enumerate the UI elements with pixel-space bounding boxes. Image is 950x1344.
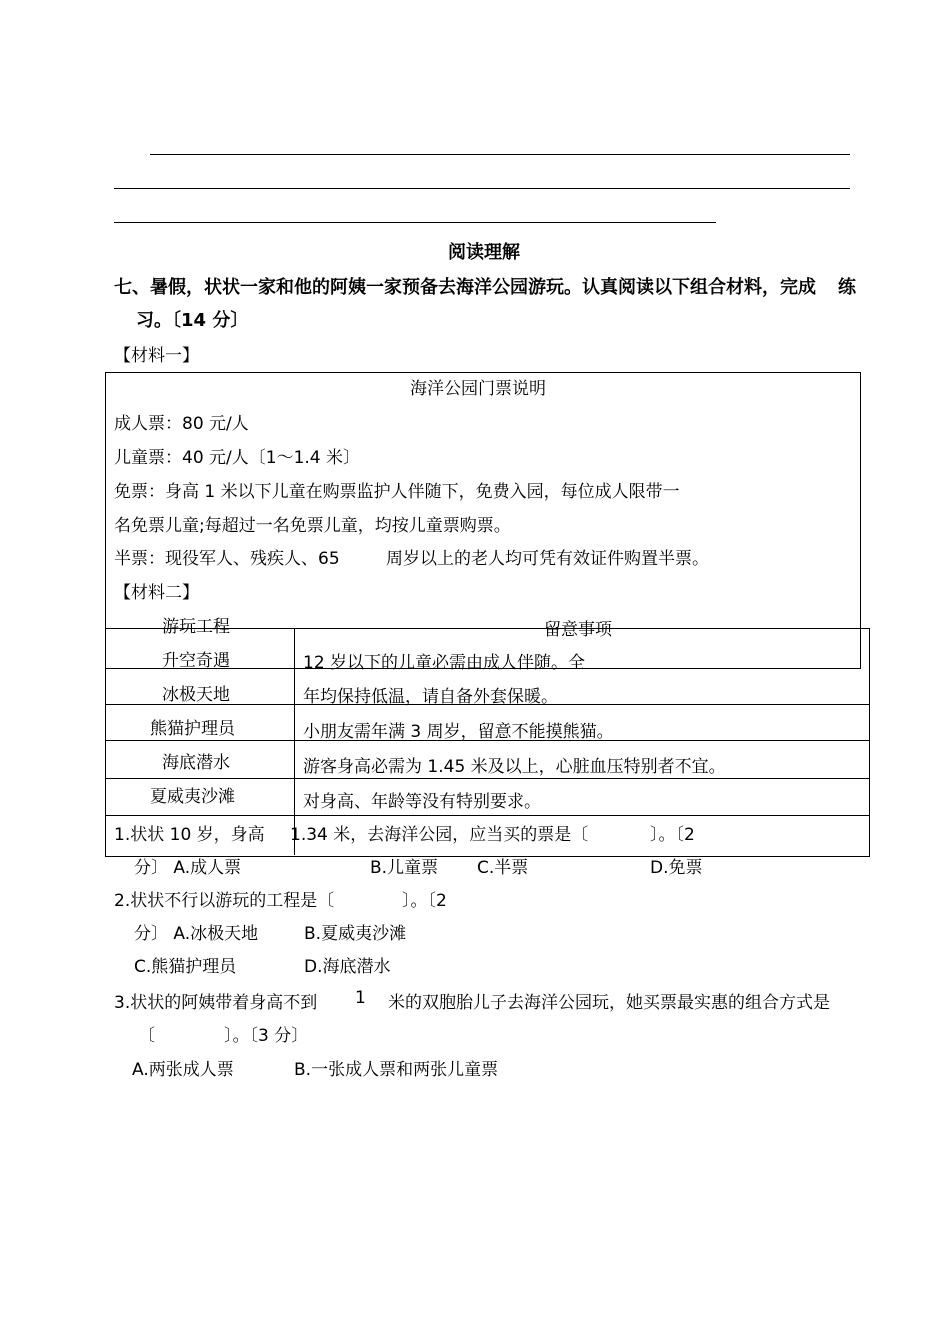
question7-line1-tail: 练 <box>838 277 856 298</box>
material1-line-free-cont: 名免票儿童;每超过一名免票儿童，均按儿童票购票。 <box>114 516 511 536</box>
material1-line-free: 免票：身高 1 米以下儿童在购票监护人伴随下，免费入园，每位成人限带一 <box>114 482 680 502</box>
question2-option-b: B.夏威夷沙滩 <box>304 924 407 944</box>
material1-title: 海洋公园门票说明 <box>410 379 546 399</box>
table-row-note: 对身高、年龄等没有特别要求。 <box>303 792 541 812</box>
table-row-item: 海底潜水 <box>162 753 230 773</box>
table-row-divider-4 <box>105 815 869 816</box>
answer-line-3 <box>114 222 716 223</box>
question3-text-a: 3.状状的阿姨带着身高不到 <box>114 993 318 1013</box>
table-row-note: 小朋友需年满 3 周岁，留意不能摸熊猫。 <box>303 722 614 742</box>
material1-line-half-a: 半票：现役军人、残疾人、65 <box>114 549 340 569</box>
question3-option-b: B.一张成人票和两张儿童票 <box>294 1060 499 1080</box>
table-row-note: 游客身高必需为 1.45 米及以上，心脏血压特别者不宜。 <box>303 757 726 777</box>
table-row-item: 夏威夷沙滩 <box>150 787 235 807</box>
answer-line-2 <box>114 188 850 189</box>
material1-line-child: 儿童票：40 元/人〔1～1.4 米〕 <box>114 448 361 468</box>
table-row-divider-3 <box>105 778 869 779</box>
question2-text-b: 〕。〔2 <box>402 891 447 911</box>
answer-line-1 <box>150 154 850 155</box>
question3-option-a: A.两张成人票 <box>132 1060 234 1080</box>
material1-label: 【材料一】 <box>114 346 199 366</box>
table-row-item: 冰极天地 <box>162 685 230 705</box>
question1-option-c: C.半票 <box>477 858 529 878</box>
question1-option-a: 分〕 A.成人票 <box>134 858 242 878</box>
material1-line-half-b: 周岁以上的老人均可凭有效证件购置半票。 <box>386 549 709 569</box>
section-title: 阅读理解 <box>448 242 520 263</box>
material2-label: 【材料二】 <box>114 583 199 603</box>
question7-line1: 七、暑假，状状一家和他的阿姨一家预备去海洋公园游玩。认真阅读以下组合材料，完成 <box>114 277 816 298</box>
question1-text-b: 1.34 米，去海洋公园，应当买的票是〔 <box>290 825 589 845</box>
table-header-note: 留意事项 <box>544 620 612 640</box>
table-row-note: 12 岁以下的儿童必需由成人伴随。全 <box>303 653 586 673</box>
question3-bracket-close: 〕。〔3 分〕 <box>224 1026 309 1046</box>
table-row-item: 熊猫护理员 <box>150 719 235 739</box>
question2-option-d: D.海底潜水 <box>304 957 391 977</box>
table-row-item: 升空奇遇 <box>162 651 230 671</box>
question1-option-b: B.儿童票 <box>370 858 439 878</box>
question1-text-c: 〕。〔2 <box>650 825 695 845</box>
question3-text-c: 米的双胞胎儿子去海洋公园玩，她买票最实惠的组合方式是 <box>388 993 830 1013</box>
question2-option-c: C.熊猫护理员 <box>134 957 237 977</box>
question2-option-a: 分〕 A.冰极天地 <box>134 924 259 944</box>
question2-text-a: 2.状状不行以游玩的工程是〔 <box>114 891 335 911</box>
question3-bracket-open: 〔 <box>138 1026 155 1046</box>
question7-line2: 习。〔14 分〕 <box>136 310 249 331</box>
table-header-item: 游玩工程 <box>162 617 230 637</box>
question3-text-b: 1 <box>355 988 366 1008</box>
table-row-note: 年均保持低温，请自备外套保暖。 <box>303 687 558 707</box>
question1-option-d: D.免票 <box>650 858 703 878</box>
material1-line-adult: 成人票：80 元/人 <box>114 414 249 434</box>
question1-text-a: 1.状状 10 岁，身高 <box>114 825 265 845</box>
